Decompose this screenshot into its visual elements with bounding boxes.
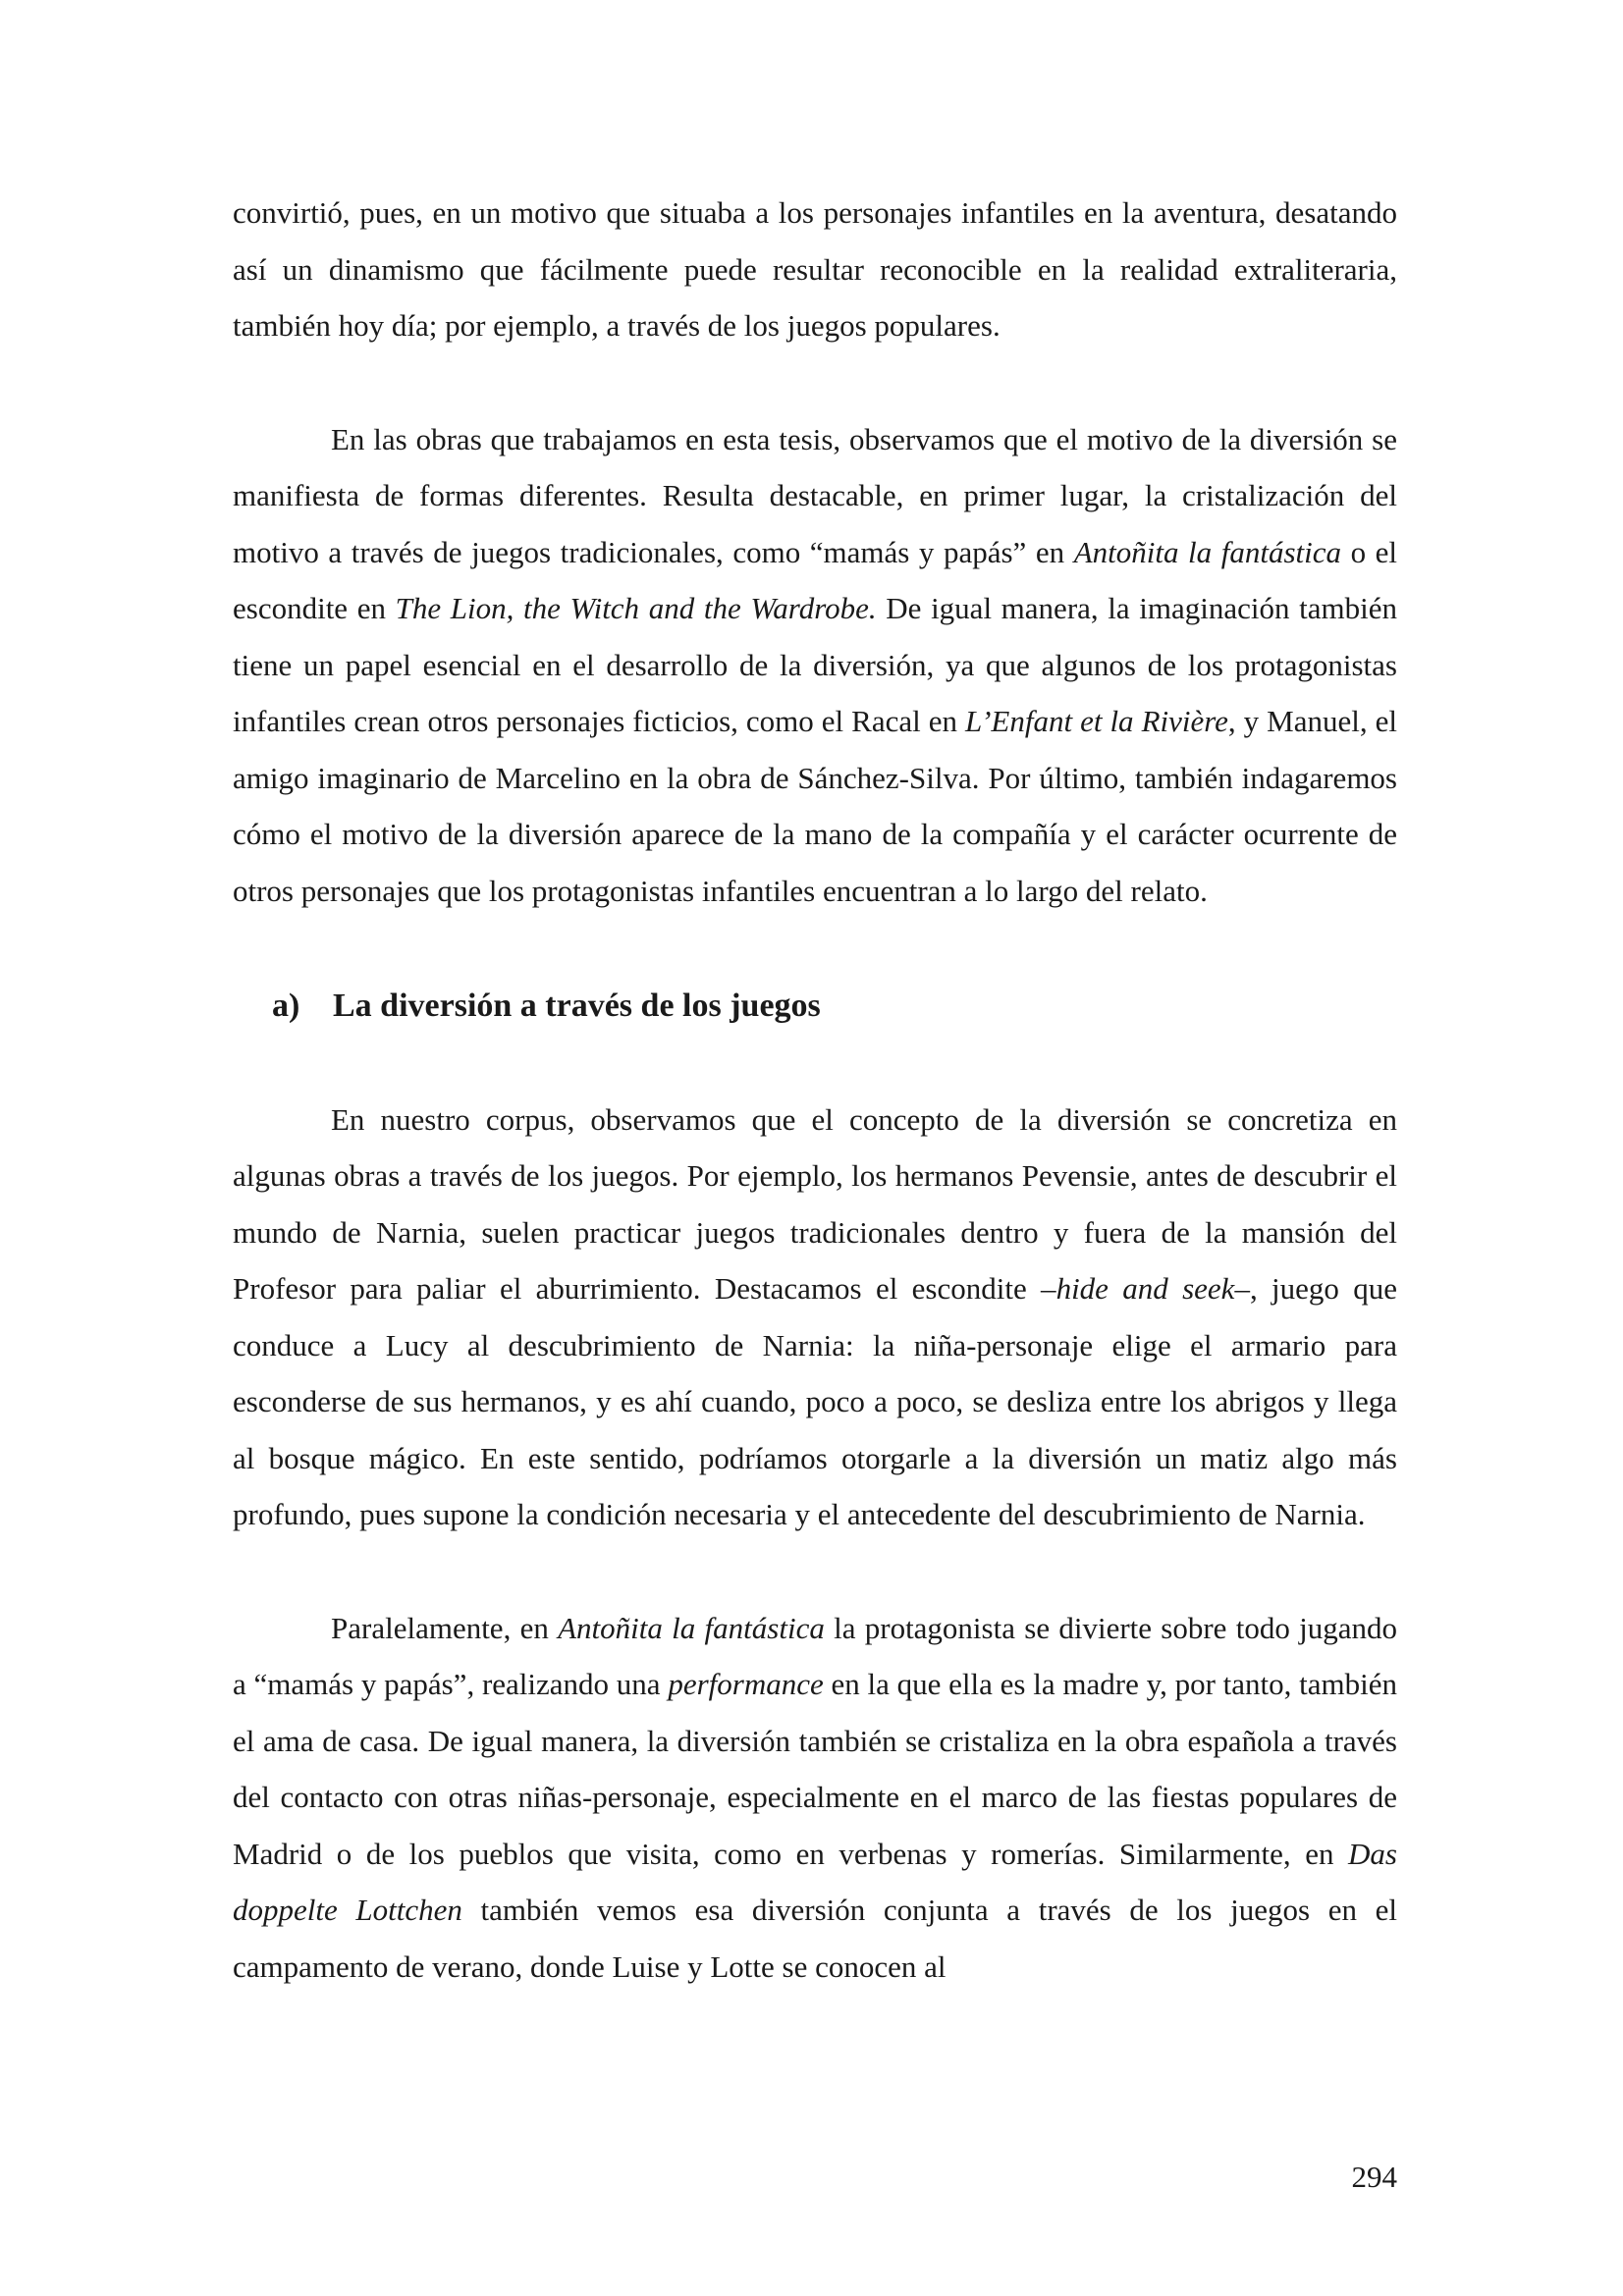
work-title: The Lion, the Witch and the Wardrobe.: [395, 591, 877, 625]
paragraph-motive-overview: En las obras que trabajamos en esta tesis, observamos que el motivo de la diversión se manifiesta de formas diferentes. Resulta destacable, en primer lugar, la cristalización del motivo a través de juegos tradicionales, como “mamás y papás” en Antoñita la fantástica o el escondite en The Lion, the Witch and the Wardrobe. De igual manera, la imaginación también tiene un papel esencial en el desarrollo de la diversión, ya que algunos de los protagonistas infantiles crean otros personajes ficticios, como el Racal en L’Enfant et la Rivière, y Manuel, el amigo imaginario de Marcelino en la obra de Sánchez-Silva. Por último, también indagaremos cómo el motivo de la diversión aparece de la mano de la compañía y el carácter ocurrente de otros personajes que los protagonistas infantiles encuentran a lo largo del relato.: [233, 421, 1398, 908]
work-title: Antoñita la fantástica: [558, 1610, 825, 1645]
work-title: L’Enfant et la Rivière: [965, 704, 1228, 738]
section-marker: a): [272, 988, 300, 1024]
section-title: La diversión a través de los juegos: [333, 988, 821, 1024]
foreign-term: performance: [668, 1667, 824, 1701]
work-title: Das doppelte Lottchen: [233, 1836, 1397, 1927]
paragraph-games-antonita: Paralelamente, en Antoñita la fantástica la protagonista se divierte sobre todo jugando a “mamás y papás”, realizando una performance en la que ella es la madre y, por tanto, también el ama de casa. De igual manera, la diversión también se cristaliza en la obra española a través del contacto con otras niñas-personaje, especialmente en el marco de las fiestas populares de Madrid o de los pueblos que visita, como en verbenas y romerías. Similarmente, en Das doppelte Lottchen también vemos esa diversión conjunta a través de los juegos en el campamento de verano, donde Luise y Lotte se conocen al: [233, 1610, 1398, 1984]
page-body: [233, 185, 1397, 1995]
section-heading: [272, 978, 1397, 1035]
foreign-term: hide and seek: [1055, 1271, 1235, 1306]
paragraph-continuation: convirtió, pues, en un motivo que situaba a los personajes infantiles en la aventura, desatando así un dinamismo que fácilmente puede resultar reconocible en la realidad extraliteraria, también hoy día; por ejemplo, a través de los juegos populares.: [233, 195, 1397, 343]
paragraph-games-corpus: En nuestro corpus, observamos que el concepto de la diversión se concretiza en algunas obras a través de los juegos. Por ejemplo, los hermanos Pevensie, antes de descubrir el mundo de Narnia, suelen practicar juegos tradicionales dentro y fuera de la mansión del Profesor para paliar el aburrimiento. Destacamos el escondite –hide and seek–, juego que conduce a Lucy al descubrimiento de Narnia: la niña-personaje elige el armario para esconderse de sus hermanos, y es ahí cuando, poco a poco, se desliza entre los abrigos y llega al bosque mágico. En este sentido, podríamos otorgarle a la diversión un matiz algo más profundo, pues supone la condición necesaria y el antecedente del descubrimiento de Narnia.: [233, 1101, 1397, 1531]
work-title: Antoñita la fantástica: [1073, 534, 1341, 569]
page-number: 294: [1351, 2160, 1397, 2194]
